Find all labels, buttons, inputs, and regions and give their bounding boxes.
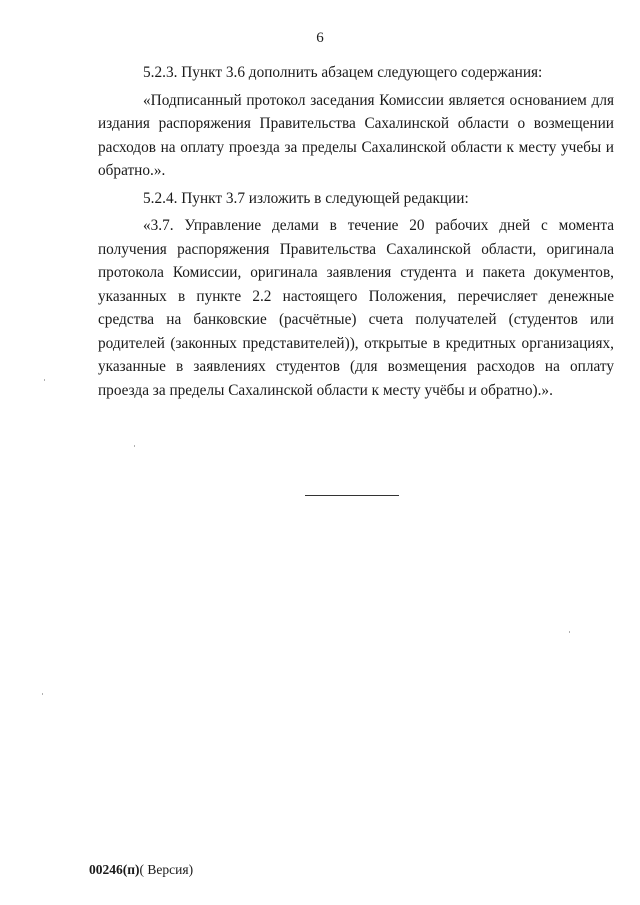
scan-speck (569, 631, 570, 633)
end-divider-line (305, 495, 399, 496)
paragraph-clause-3-6-addition: «Подписанный протокол заседания Комиссии является основанием для издания распоряжения Правительства Сахалинской области о возмещении расходов на оплату проезда за пределы Сахалинской области к месту учебы и обратно.». (98, 91, 614, 179)
page-number: 6 (316, 30, 324, 46)
footer-code-number: 00246(п) (89, 862, 140, 877)
footer-document-code (89, 862, 193, 878)
paragraph-clause-5-2-3: 5.2.3. Пункт 3.6 дополнить абзацем следующего содержания: (143, 64, 543, 81)
paragraph-clause-5-2-4: 5.2.4. Пункт 3.7 изложить в следующей редакции: (143, 189, 469, 207)
scan-speck (134, 445, 135, 447)
footer-code-suffix: ( Версия) (139, 862, 194, 877)
paragraph-clause-3-7-text: «3.7. Управление делами в течение 20 рабочих дней с момента получения распоряжения Правительства Сахалинской области, оригинала протокола Комиссии, оригинала заявления студента и пакета документов, указанных в пункте 2.2 настоящего Положения, перечисляет денежные средства на банковские (расчётные) счета получателей (студентов или родителей (законных представителей)), открытые в кредитных организациях, указанные в заявлениях студентов (для возмещения расходов на оплату проезда за пределы Сахалинской области к месту учёбы и обратно).». (98, 217, 614, 399)
scan-speck (44, 379, 45, 381)
document-body (98, 61, 614, 406)
scan-speck (42, 693, 43, 695)
